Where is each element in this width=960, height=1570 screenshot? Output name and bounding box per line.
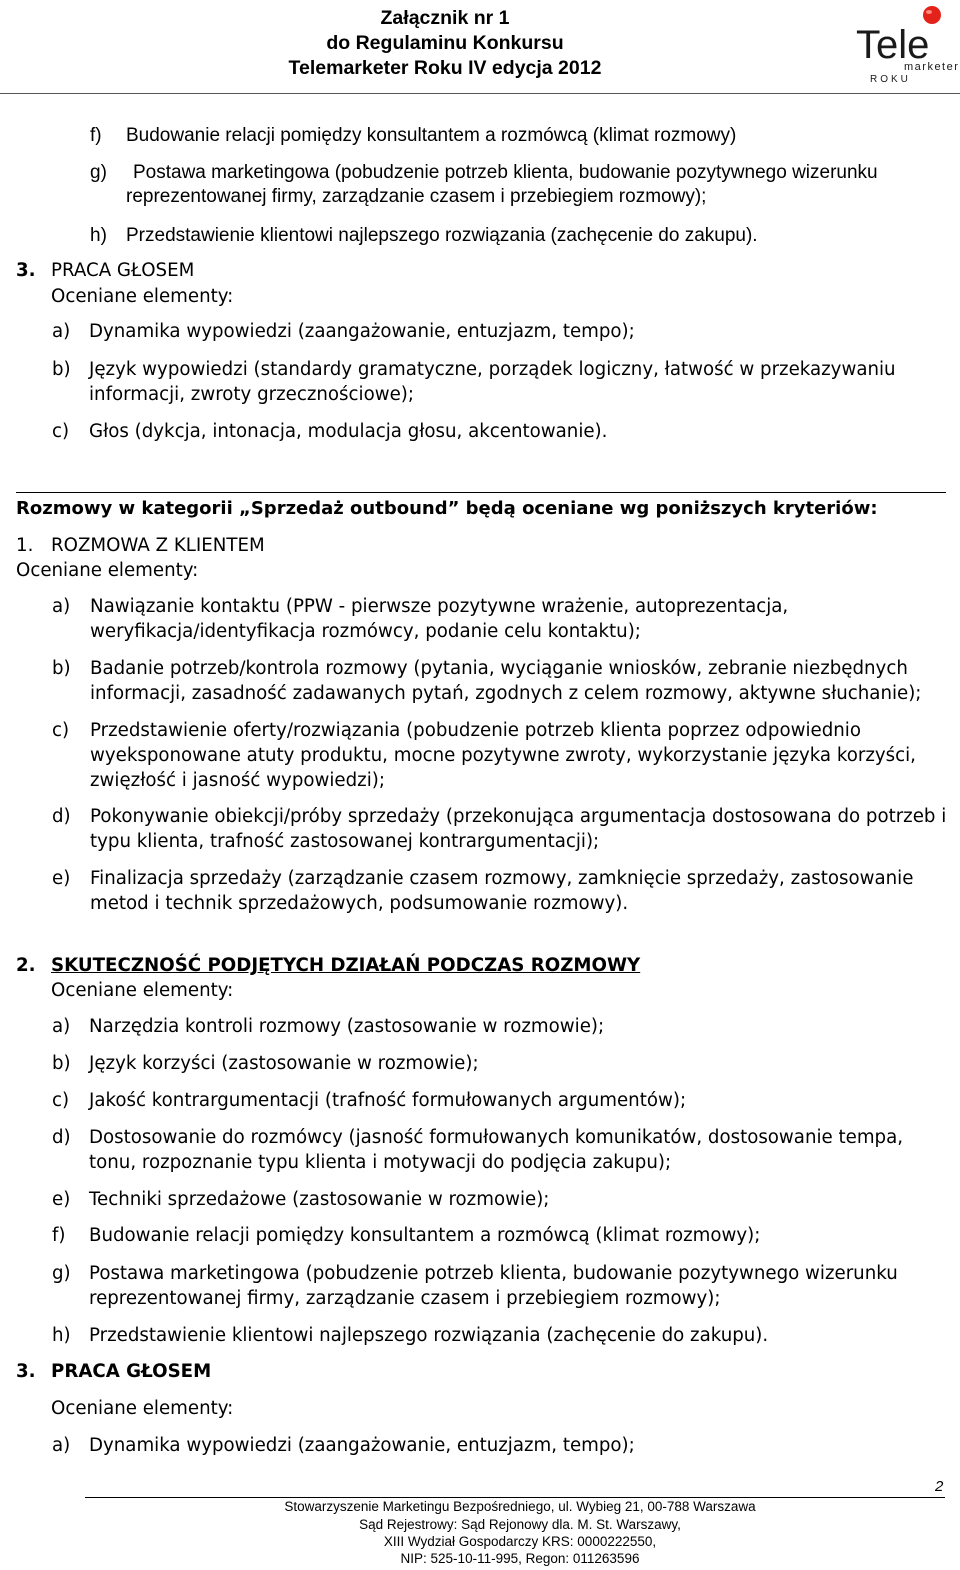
section-rule [16,492,946,493]
rozmowa-item-e-line1: Finalizacja sprzedaży (zarządzanie czasem rozmowy, zamknięcie sprzedaży, zastosowanie [90,868,914,889]
outbound-heading: Rozmowy w kategorii „Sprzedaż outbound” będą oceniane wg poniższych kryteriów: [16,498,878,519]
section-number: 2. [16,955,36,976]
praca-item-b-line1: Język wypowiedzi (standardy gramatyczne, porządek logiczny, łatwość w przekazywaniu [89,359,896,380]
section-subtitle: Oceniane elementy: [16,560,199,581]
rozmowa-item-b-line1: Badanie potrzeb/kontrola rozmowy (pytania, wyciąganie wniosków, zebranie niezbędnych [90,658,908,679]
item-marker: h) [52,1325,71,1346]
item-marker: b) [52,359,71,380]
rozmowa-item-a-line1: Nawiązanie kontaktu (PPW - pierwsze pozytywne wrażenie, autoprezentacja, [90,596,789,617]
item-marker: c) [52,421,70,442]
item-marker: h) [90,225,107,246]
item-marker: a) [52,321,71,342]
skutecznosc-item-a: Narzędzia kontroli rozmowy (zastosowanie w rozmowie); [89,1016,605,1037]
section-title-skutecznosc: SKUTECZNOŚĆ PODJĘTYCH DZIAŁAŃ PODCZAS ROZMOWY [51,955,641,976]
item-marker: b) [52,1053,71,1074]
item-marker: e) [52,868,71,889]
skutecznosc-item-d-line2: tonu, rozpoznanie typu klienta i motywacji do podjęcia zakupu); [89,1152,672,1173]
footer-line1: Stowarzyszenie Marketingu Bezpośredniego, ul. Wybieg 21, 00-788 Warszawa [284,1499,756,1514]
top-item-h: Przedstawienie klientowi najlepszego rozwiązania (zachęcenie do zakupu). [126,225,758,246]
section-title-rozmowa: ROZMOWA Z KLIENTEM [51,535,265,556]
rozmowa-item-c-line3: zwięzłość i jasność wypowiedzi); [90,770,385,791]
item-marker: e) [52,1189,71,1210]
praca2-item-a: Dynamika wypowiedzi (zaangażowanie, entuzjazm, tempo); [89,1435,635,1456]
page-number: 2 [935,1478,944,1495]
item-marker: f) [52,1225,66,1246]
praca-item-a: Dynamika wypowiedzi (zaangażowanie, entuzjazm, tempo); [89,321,635,342]
rozmowa-item-c-line1: Przedstawienie oferty/rozwiązania (pobudzenie potrzeb klienta poprzez odpowiednio [90,720,861,741]
top-item-f: Budowanie relacji pomiędzy konsultantem a rozmówcą (klimat rozmowy) [126,125,737,146]
rozmowa-item-b-line2: informacji, zasadność zadawanych pytań, zgodnych z celem rozmowy, aktywne słuchanie); [90,683,922,704]
skutecznosc-item-g-line1: Postawa marketingowa (pobudzenie potrzeb klienta, budowanie pozytywnego wizerunku [89,1263,898,1284]
rozmowa-item-e-line2: metod i technik sprzedażowych, podsumowanie rozmowy). [90,893,629,914]
skutecznosc-item-c: Jakość kontrargumentacji (trafność formułowanych argumentów); [89,1090,687,1111]
footer-line3: XIII Wydział Gospodarczy KRS: 0000222550, [383,1534,657,1549]
item-marker: a) [52,1435,71,1456]
footer-line4: NIP: 525-10-11-995, Regon: 011263596 [400,1551,640,1566]
rozmowa-item-c-line2: wyeksponowane atuty produktu, mocne pozytywne zwroty, wykorzystanie języka korzyści, [90,745,916,766]
item-marker: d) [52,1127,71,1148]
item-marker: c) [52,1090,70,1111]
skutecznosc-item-g-line2: reprezentowanej firmy, zarządzanie czasem i przebiegiem rozmowy); [89,1288,721,1309]
svg-text:marketer: marketer [904,61,960,73]
rozmowa-item-d-line1: Pokonywanie obiekcji/próby sprzedaży (przekonująca argumentacja dostosowana do potrzeb i [90,806,947,827]
top-item-g-line2: reprezentowanej firmy, zarządzanie czasem i przebiegiem rozmowy); [126,186,707,207]
footer-rule [85,1497,945,1498]
item-marker: d) [52,806,71,827]
item-marker: a) [52,1016,71,1037]
section-number: 3. [16,260,36,281]
item-marker: g) [52,1263,71,1284]
header-title-line1: Załącznik nr 1 [380,7,510,29]
section-number: 3. [16,1361,36,1382]
item-marker: f) [90,125,102,146]
section-subtitle: Oceniane elementy: [51,1398,234,1419]
header-title-line2: do Regulaminu Konkursu [326,32,564,54]
item-marker: a) [52,596,71,617]
footer-line2: Sąd Rejestrowy: Sąd Rejonowy dla. M. St. Warszawy, [359,1517,681,1532]
praca-item-c: Głos (dykcja, intonacja, modulacja głosu, akcentowanie). [89,421,608,442]
top-item-g-line1: Postawa marketingowa (pobudzenie potrzeb klienta, budowanie pozytywnego wizerunku [133,162,878,183]
section-subtitle: Oceniane elementy: [51,286,234,307]
header-rule [0,93,960,94]
rozmowa-item-d-line2: typu klienta, trafność zastosowanej kontrargumentacji); [90,831,600,852]
section-subtitle: Oceniane elementy: [51,980,234,1001]
section-title-praca-glosem-2: PRACA GŁOSEM [51,1361,212,1382]
skutecznosc-item-h: Przedstawienie klientowi najlepszego rozwiązania (zachęcenie do zakupu). [89,1325,769,1346]
svg-text:ROKU: ROKU [870,74,911,85]
skutecznosc-item-f: Budowanie relacji pomiędzy konsultantem a rozmówcą (klimat rozmowy); [89,1225,761,1246]
telemarketer-logo [852,2,960,86]
section-number: 1. [16,535,34,556]
rozmowa-item-a-line2: weryfikacja/identyfikacja rozmówcy, podanie celu kontaktu); [90,621,641,642]
skutecznosc-item-d-line1: Dostosowanie do rozmówcy (jasność formułowanych komunikatów, dostosowanie tempa, [89,1127,904,1148]
item-marker: g) [90,162,107,183]
praca-item-b-line2: informacji, zwroty grzecznościowe); [89,384,415,405]
skutecznosc-item-e: Techniki sprzedażowe (zastosowanie w rozmowie); [89,1189,550,1210]
logo-mark-icon [852,2,960,86]
skutecznosc-item-b: Język korzyści (zastosowanie w rozmowie); [89,1053,479,1074]
item-marker: c) [52,720,70,741]
section-title-praca-glosem: PRACA GŁOSEM [51,260,195,281]
header-title-line3: Telemarketer Roku IV edycja 2012 [288,57,602,79]
svg-text:Tele: Tele [856,23,930,67]
item-marker: b) [52,658,71,679]
